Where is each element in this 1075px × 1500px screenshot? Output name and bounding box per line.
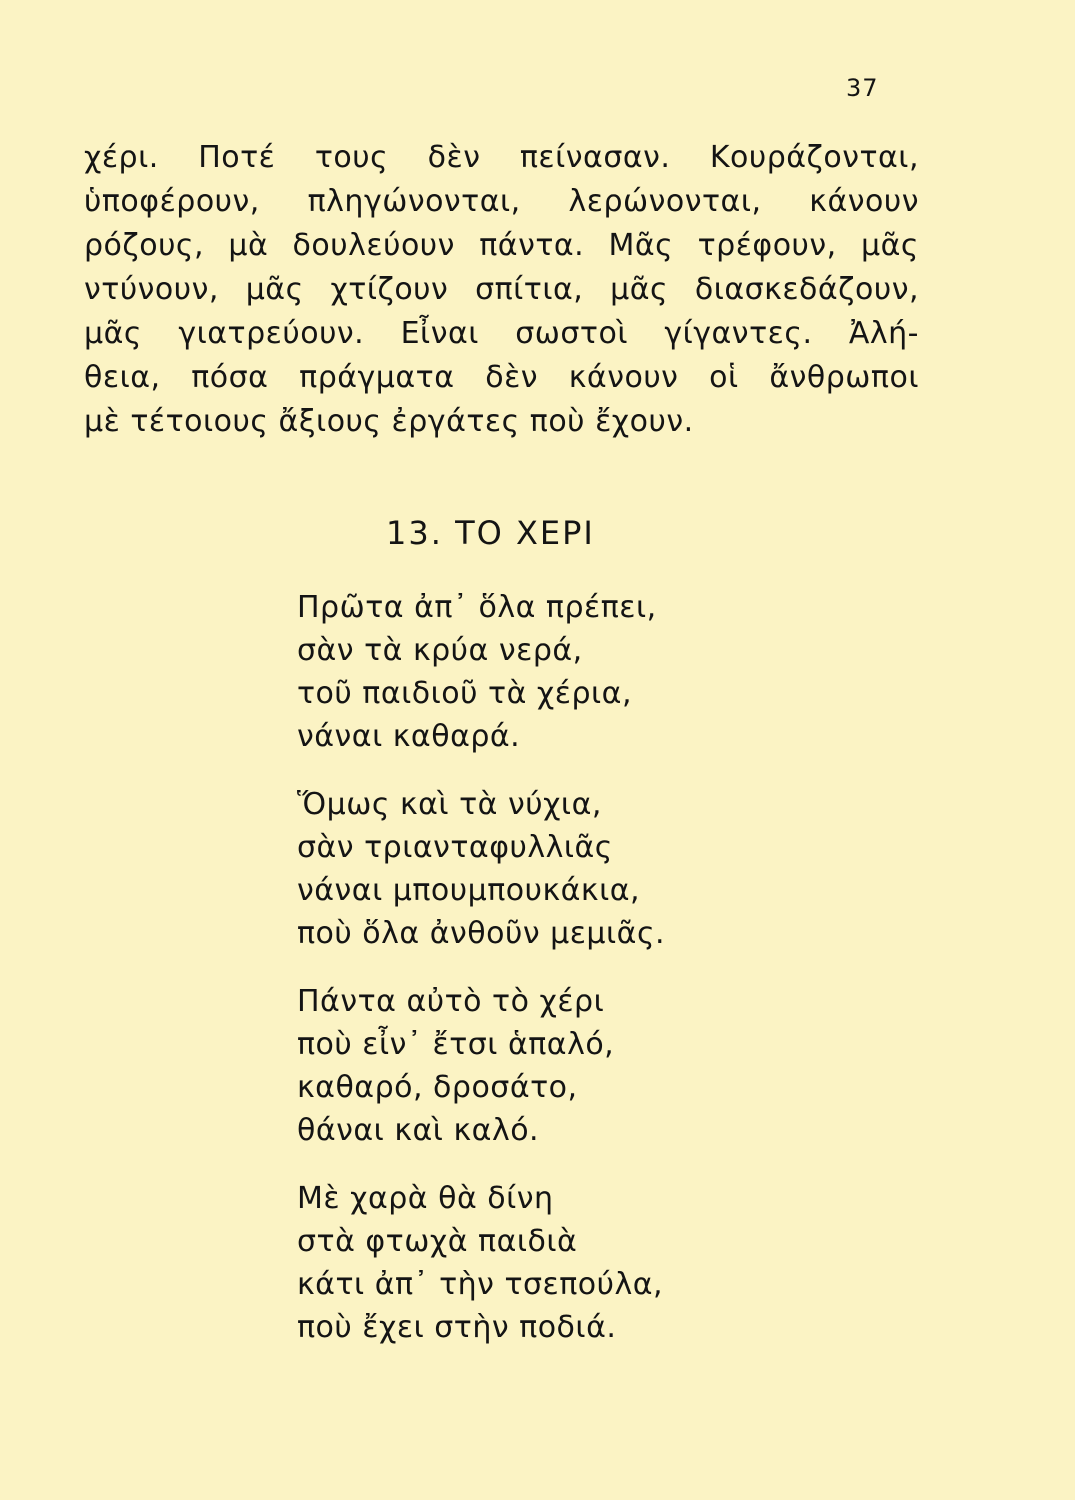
- verse-line: τοῦ παιδιοῦ τὰ χέρια,: [297, 676, 632, 711]
- verse-line: νάναι μπουμπουκάκια,: [297, 873, 641, 908]
- prose-line: θεια, πόσα πράγματα δὲν κάνουν οἱ ἄνθρωποι: [84, 360, 919, 395]
- poem-stanza-3: [297, 980, 614, 1152]
- prose-line: ρόζους, μὰ δουλεύουν πάντα. Μᾶς τρέφουν, μᾶς: [84, 228, 919, 263]
- verse-line: Ὅμως καὶ τὰ νύχια,: [297, 787, 602, 822]
- verse-line: κάτι ἀπ᾿ τὴν τσεπούλα,: [297, 1267, 664, 1302]
- poem-stanza-2: [297, 783, 665, 955]
- prose-line: μὲ τέτοιους ἄξιους ἐργάτες ποὺ ἔχουν.: [84, 404, 694, 439]
- verse-line: Μὲ χαρὰ θὰ δίνη: [297, 1181, 554, 1216]
- prose-line: μᾶς γιατρεύουν. Εἶναι σωστοὶ γίγαντες. Ἀλή-: [84, 316, 919, 351]
- verse-line: σὰν τὰ κρύα νερά,: [297, 633, 583, 668]
- verse-line: θάναι καὶ καλό.: [297, 1113, 540, 1148]
- poem-stanza-4: [297, 1177, 663, 1349]
- verse-line: σὰν τριανταφυλλιᾶς: [297, 830, 613, 865]
- verse-line: Πρῶτα ἀπ᾿ ὅλα πρέπει,: [297, 590, 657, 625]
- verse-line: ποὺ ἔχει στὴν ποδιά.: [297, 1310, 617, 1345]
- verse-line: καθαρό, δροσάτο,: [297, 1070, 578, 1105]
- prose-line: χέρι. Ποτέ τους δὲν πείνασαν. Κουράζονται,: [84, 140, 919, 175]
- prose-paragraph: [84, 136, 934, 444]
- prose-line: ντύνουν, μᾶς χτίζουν σπίτια, μᾶς διασκεδάζουν,: [84, 272, 919, 307]
- verse-line: νάναι καθαρά.: [297, 719, 521, 754]
- verse-line: Πάντα αὐτὸ τὸ χέρι: [297, 984, 605, 1019]
- poem-stanza-1: [297, 586, 657, 758]
- poem-title: 13. ΤΟ ΧΕΡΙ: [386, 514, 595, 552]
- prose-line: ὑποφέρουν, πληγώνονται, λερώνονται, κάνουν: [84, 184, 919, 219]
- verse-line: ποὺ ὅλα ἀνθοῦν μεμιᾶς.: [297, 916, 666, 951]
- verse-line: στὰ φτωχὰ παιδιὰ: [297, 1224, 578, 1259]
- page-number: 37: [846, 74, 879, 102]
- verse-line: ποὺ εἶν᾿ ἔτσι ἁπαλό,: [297, 1027, 615, 1062]
